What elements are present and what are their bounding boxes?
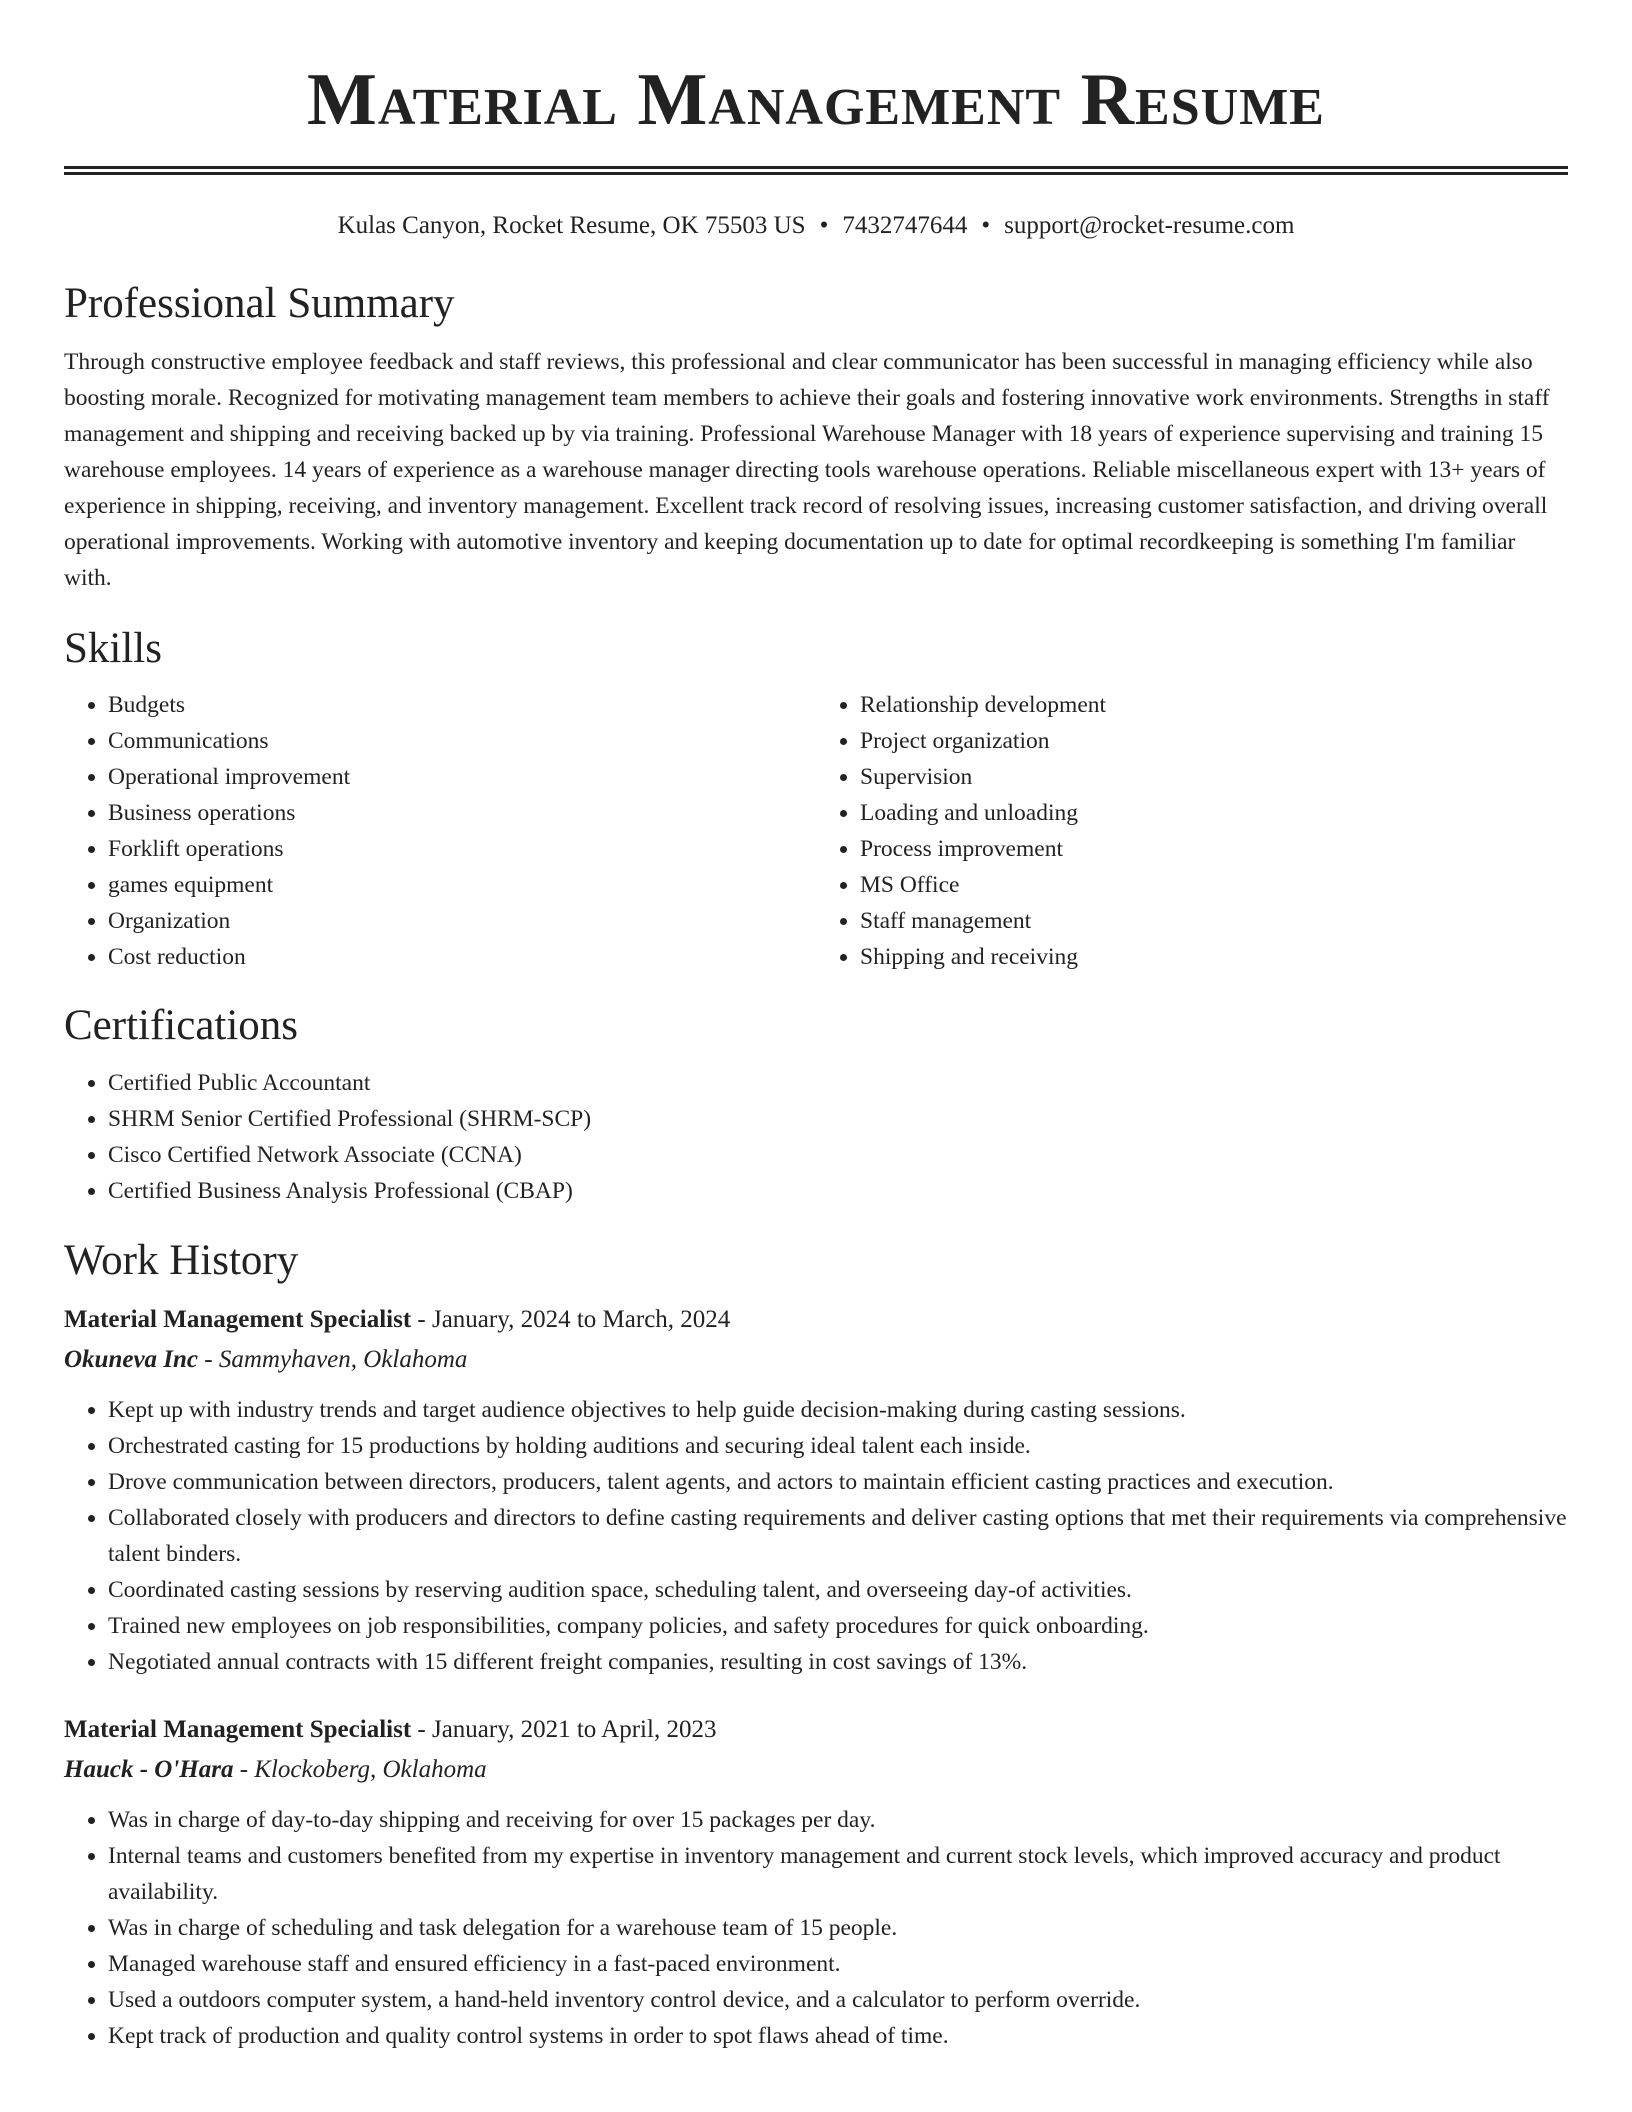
job-dates: - January, 2021 to April, 2023 bbox=[411, 1716, 717, 1743]
job-bullet: • Drove communication between directors, producers, talent agents, and actors to maintain efficient casting practices and execution. bbox=[108, 1464, 1568, 1500]
contact-separator: • bbox=[981, 212, 991, 239]
certification-item: • Certified Public Accountant bbox=[108, 1065, 1568, 1101]
skill-item: • Supervision bbox=[860, 759, 1568, 795]
job-bullet: • Negotiated annual contracts with 15 different freight companies, resulting in cost savings of 13%. bbox=[108, 1644, 1568, 1680]
job-dates: - January, 2024 to March, 2024 bbox=[411, 1306, 731, 1333]
job-bullets bbox=[64, 1802, 1568, 2054]
skill-item: • Loading and unloading bbox=[860, 795, 1568, 831]
job-bullet: • Used a outdoors computer system, a hand-held inventory control device, and a calculator to perform override. bbox=[108, 1982, 1568, 2018]
job-bullet: • Coordinated casting sessions by reserving audition space, scheduling talent, and overseeing day-of activities. bbox=[108, 1572, 1568, 1608]
company-location: - Klockoberg, Oklahoma bbox=[233, 1756, 487, 1783]
company-line bbox=[64, 1340, 1568, 1380]
certification-item: • Certified Business Analysis Professional (CBAP) bbox=[108, 1173, 1568, 1209]
skills-heading: Skills bbox=[64, 625, 162, 672]
skill-item: • games equipment bbox=[108, 867, 816, 903]
contact-phone: 7432747644 bbox=[842, 212, 968, 239]
company-line bbox=[64, 1750, 1568, 1790]
skill-item: • Staff management bbox=[860, 903, 1568, 939]
job-title: Material Management Specialist bbox=[64, 1716, 412, 1743]
skill-item: • Communications bbox=[108, 723, 816, 759]
company-name: Okuneva Inc bbox=[64, 1346, 199, 1373]
skill-item: • Cost reduction bbox=[108, 939, 816, 975]
resume-title: Material Management Resume bbox=[307, 59, 1325, 141]
job-bullet: • Collaborated closely with producers and directors to define casting requirements and deliver casting options that met their requirements via comprehensive talent binders. bbox=[108, 1500, 1568, 1572]
job-title: Material Management Specialist bbox=[64, 1306, 412, 1333]
job-bullet: • Kept track of production and quality control systems in order to spot flaws ahead of time. bbox=[108, 2018, 1568, 2054]
job-bullet: • Trained new employees on job responsibilities, company policies, and safety procedures for quick onboarding. bbox=[108, 1608, 1568, 1644]
job-bullet: • Was in charge of scheduling and task delegation for a warehouse team of 15 people. bbox=[108, 1910, 1568, 1946]
job-entry bbox=[64, 1300, 1568, 1680]
job-title-line bbox=[64, 1300, 1568, 1340]
work-history-heading: Work History bbox=[64, 1237, 299, 1284]
skill-item: • Relationship development bbox=[860, 687, 1568, 723]
skills-list-right bbox=[816, 687, 1568, 975]
job-title-line bbox=[64, 1710, 1568, 1750]
skill-item: • Operational improvement bbox=[108, 759, 816, 795]
contact-address: Kulas Canyon, Rocket Resume, OK 75503 US bbox=[337, 212, 806, 239]
contact-email: support@rocket-resume.com bbox=[1004, 212, 1295, 239]
skills-columns bbox=[64, 687, 1568, 975]
job-bullet: • Kept up with industry trends and target audience objectives to help guide decision-making during casting sessions. bbox=[108, 1392, 1568, 1428]
contact-line bbox=[64, 211, 1568, 241]
skill-item: • Budgets bbox=[108, 687, 816, 723]
skill-item: • Shipping and receiving bbox=[860, 939, 1568, 975]
company-location: - Sammyhaven, Oklahoma bbox=[198, 1346, 468, 1373]
certifications-heading: Certifications bbox=[64, 1002, 299, 1049]
skill-item: • Organization bbox=[108, 903, 816, 939]
company-name: Hauck - O'Hara bbox=[64, 1756, 234, 1783]
job-bullet: • Managed warehouse staff and ensured efficiency in a fast-paced environment. bbox=[108, 1946, 1568, 1982]
skill-item: • Forklift operations bbox=[108, 831, 816, 867]
skills-list-left bbox=[64, 687, 816, 975]
skill-item: • MS Office bbox=[860, 867, 1568, 903]
skill-item: • Project organization bbox=[860, 723, 1568, 759]
job-bullet: • Internal teams and customers benefited from my expertise in inventory management and current stock levels, which improved accuracy and product availability. bbox=[108, 1838, 1568, 1910]
job-bullet: • Orchestrated casting for 15 productions by holding auditions and securing ideal talent each inside. bbox=[108, 1428, 1568, 1464]
skill-item: • Process improvement bbox=[860, 831, 1568, 867]
skill-item: • Business operations bbox=[108, 795, 816, 831]
job-bullets bbox=[64, 1392, 1568, 1680]
job-bullet: • Was in charge of day-to-day shipping and receiving for over 15 packages per day. bbox=[108, 1802, 1568, 1838]
certification-item: • Cisco Certified Network Associate (CCNA) bbox=[108, 1137, 1568, 1173]
summary-text: Through constructive employee feedback and staff reviews, this professional and clear communicator has been successful in managing efficiency while also boosting morale. Recognized for motivating management team members to achieve their goals and fostering innovative work environments. Strengths in staff management and shipping and receiving backed up by via training. Professional Warehouse Manager with 18 years of experience supervising and training 15 warehouse employees. 14 years of experience as a warehouse manager directing tools warehouse operations. Reliable miscellaneous expert with 13+ years of experience in shipping, receiving, and inventory management. Excellent track record of resolving issues, increasing customer satisfaction, and driving overall operational improvements. Working with automotive inventory and keeping documentation up to date for optimal recordkeeping is something I'm familiar with. bbox=[64, 349, 1550, 591]
certifications-list bbox=[64, 1065, 1568, 1209]
summary-heading: Professional Summary bbox=[64, 280, 455, 327]
job-entry bbox=[64, 1710, 1568, 2054]
certification-item: • SHRM Senior Certified Professional (SHRM-SCP) bbox=[108, 1101, 1568, 1137]
title-divider bbox=[64, 166, 1568, 175]
contact-separator: • bbox=[819, 212, 829, 239]
